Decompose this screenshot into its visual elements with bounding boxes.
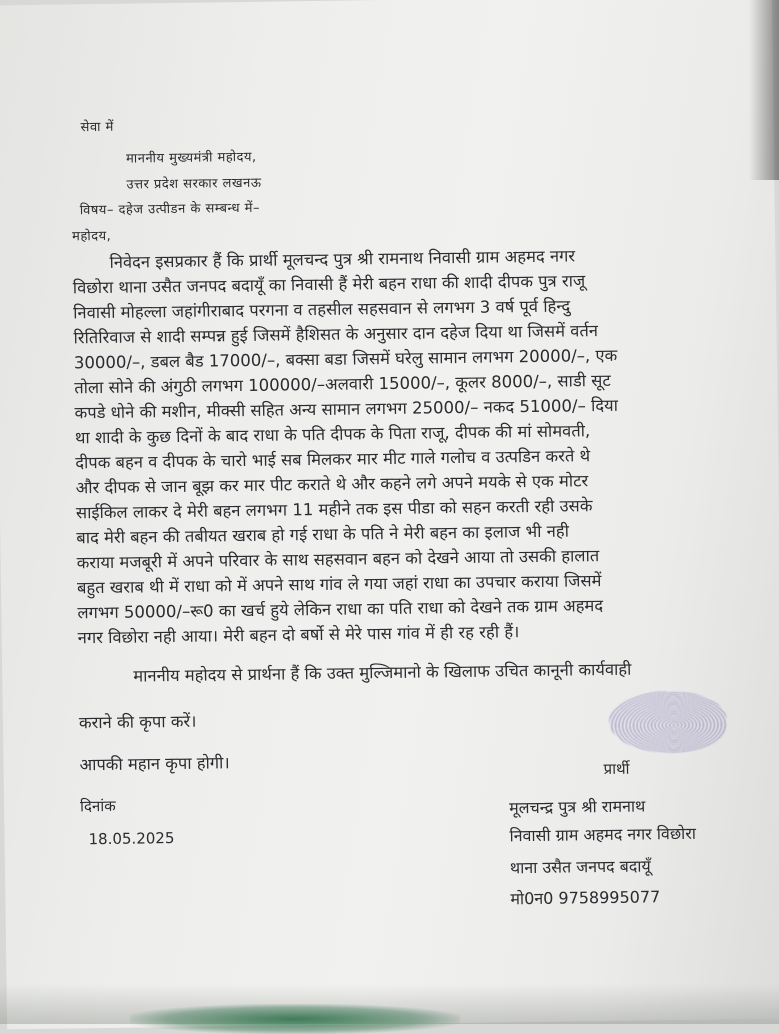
body-line-9: दीपक बहन व दीपक के चारो भाई सब मिलकर मार मीट गाले गलोच व उत्पडिन करते थे [75,446,591,473]
addressee-line-1: माननीय मुख्यमंत्री महोदय, [125,149,257,167]
thumbprint-stamp [609,690,728,754]
subject-line: विषय– दहेज उत्पीडन के सम्बन्ध में– [79,200,261,219]
greeting: महोदय, [72,228,112,245]
body-line-13: कराया मजबूरी में अपने परिवार के साथ सहसवान बहन को देखने आया तो उसकी हालात [76,546,600,573]
body-line-7: कपडे धोने की मशीन, मीक्सी सहित अन्य सामान लगभग 25000/– नकद 51000/– दिया [74,395,619,423]
request-line-1: माननीय महोदय से प्रार्थना हैं कि उक्त मुल्जिमानो के खिलाफ उचित कानूनी कार्यवाही [133,659,632,686]
signatory-label: प्रार्थी [603,759,630,779]
body-line-6: तोला सोने की अंगुठी लगभग 100000/–अलवारी 15000/–, कूलर 8000/–, साडी सूट [74,370,611,398]
signature-name: मूलचन्द्र पुत्र श्री रामनाथ [509,796,646,818]
body-line-15: लगभग 50000/–रू0 का खर्च हुये लेकिन राधा का पति राधा को देखने तक ग्राम अहमद [77,596,604,623]
body-line-2: विछोरा थाना उसैत जनपद बदायूँ का निवासी हैं मेरी बहन राधा की शादी दीपक पुत्र राजू [72,271,586,298]
addressee-line-2: उत्तर प्रदेश सरकार लखनऊ [126,175,262,193]
body-line-8: था शादी के कुछ दिनों के बाद राधा के पति दीपक के पिता राजू, दीपक की मां सोमवती, [74,421,591,448]
body-line-16: नगर विछोरा नही आया। मेरी बहन दो बर्षो से मेरे पास गांव में ही रह रही हैं। [77,622,520,648]
closing-line: आपकी महान कृपा होगी। [79,753,230,775]
signature-mobile: मो0न0 9758995077 [510,887,661,909]
salutation-to: सेवा में [80,119,115,136]
body-line-12: बाद मेरी बहन की तबीयत खराब हो गई राधा के पति ने मेरी बहन का इलाज भी नही [76,521,570,548]
body-line-10: और दीपक से जान बूझ कर मार पीट कराते थे और कहने लगे अपने मयके से एक मोटर [75,471,589,498]
body-line-4: रितिरिवाज से शादी सम्पन्न हुई जिसमें हैशिसत के अनुसार दान दहेज दिया था जिसमें वर्तन [73,321,599,348]
signature-address-2: थाना उसैत जनपद बदायूँ [509,856,651,878]
body-line-1: निवेदन इसप्रकार हैं कि प्रार्थी मूलचन्द पुत्र श्री रामनाथ निवासी ग्राम अहमद नगर [109,246,576,272]
page-shadow-right [749,0,779,180]
green-object-edge [130,1004,460,1034]
body-line-5: 30000/–, डबल बैड 17000/–, बक्सा बडा जिसमें घरेलु सामान लगभग 20000/–, एक [73,345,618,373]
body-line-3: निवासी मोहल्ला जहांगीराबाद परगना व तहसील सहसवान से लगभग 3 वर्ष पूर्व हिन्दु [73,296,571,323]
body-line-11: साईकिल लाकर दे मेरी बहन लगभग 11 महीने तक इस पीडा को सहन करती रही उसके [75,496,593,523]
request-line-2: कराने की कृपा करें। [78,711,197,733]
signature-address-1: निवासी ग्राम अहमद नगर विछोरा [509,823,697,846]
date-value: 18.05.2025 [88,829,175,849]
body-line-14: बहुत खराब थी में राधा को में अपने साथ गांव ले गया जहां राधा का उपचार कराया जिसमें [76,571,602,598]
date-label: दिनांक [79,796,116,816]
